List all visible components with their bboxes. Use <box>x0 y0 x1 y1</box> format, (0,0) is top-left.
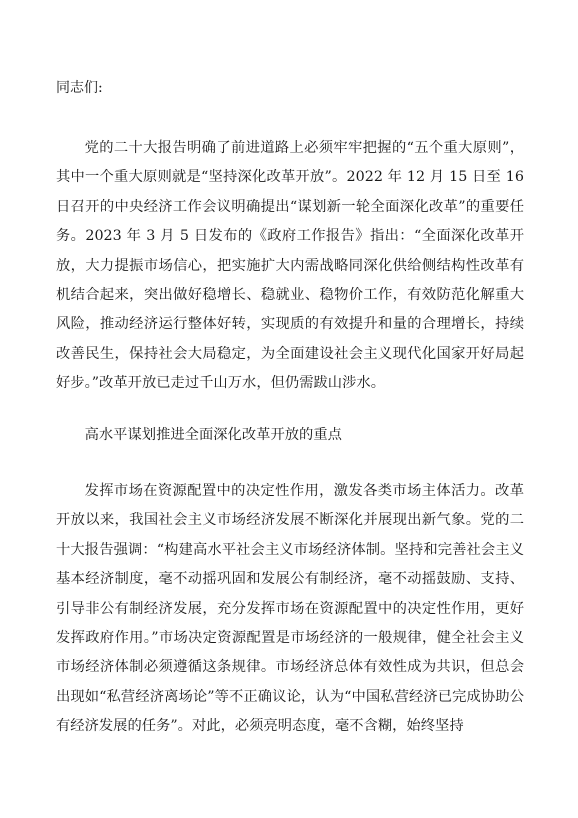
section-heading: 高水平谋划推进全面深化改革开放的重点 <box>84 427 342 443</box>
salutation: 同志们: <box>56 80 103 96</box>
paragraph-market: 发挥市场在资源配置中的决定性作用，激发各类市场主体活力。改革开放以来，我国社会主义市场经济发展不断深化并展现出新气象。党的二十大报告强调：“构建高水平社会主义市场经济体制。坚持和完善社会主义基本经济制度，毫不动摇巩固和发展公有制经济，毫不动摇鼓励、支持、引导非公有制经济发展，充分发挥市场在资源配置中的决定性作用，更好发挥政府作用。”市场决定资源配置是市场经济的一般规律，健全社会主义市场经济体制必须遵循这条规律。市场经济总体有效性成为共识，但总会出现如“私营经济离场论”等不正确议论，认为“中国私营经济已完成协助公有经济发展的任务”。对此，必须亮明态度，毫不含糊，始终坚持 <box>56 483 524 735</box>
paragraph-intro: 党的二十大报告明确了前进道路上必须牢牢把握的“五个重大原则”，其中一个重大原则就是“坚持深化改革开放”。2022 年 12 月 15 日至 16 日召开的中央经济工作会议明确提出“谋划新一轮全面深化改革”的重要任务。2023 年 3 月 5 日发布的《政府工作报告》指出：“全面深化改革开放，大力提振市场信心，把实施扩大内需战略同深化供给侧结构性改革有机结合起来，突出做好稳增长、稳就业、稳物价工作，有效防范化解重大风险，推动经济运行整体好转，实现质的有效提升和量的合理增长，持续改善民生，保持社会大局稳定，为全面建设社会主义现代化国家开好局起好步。”改革开放已走过千山万水，但仍需跋山涉水。 <box>56 140 524 392</box>
